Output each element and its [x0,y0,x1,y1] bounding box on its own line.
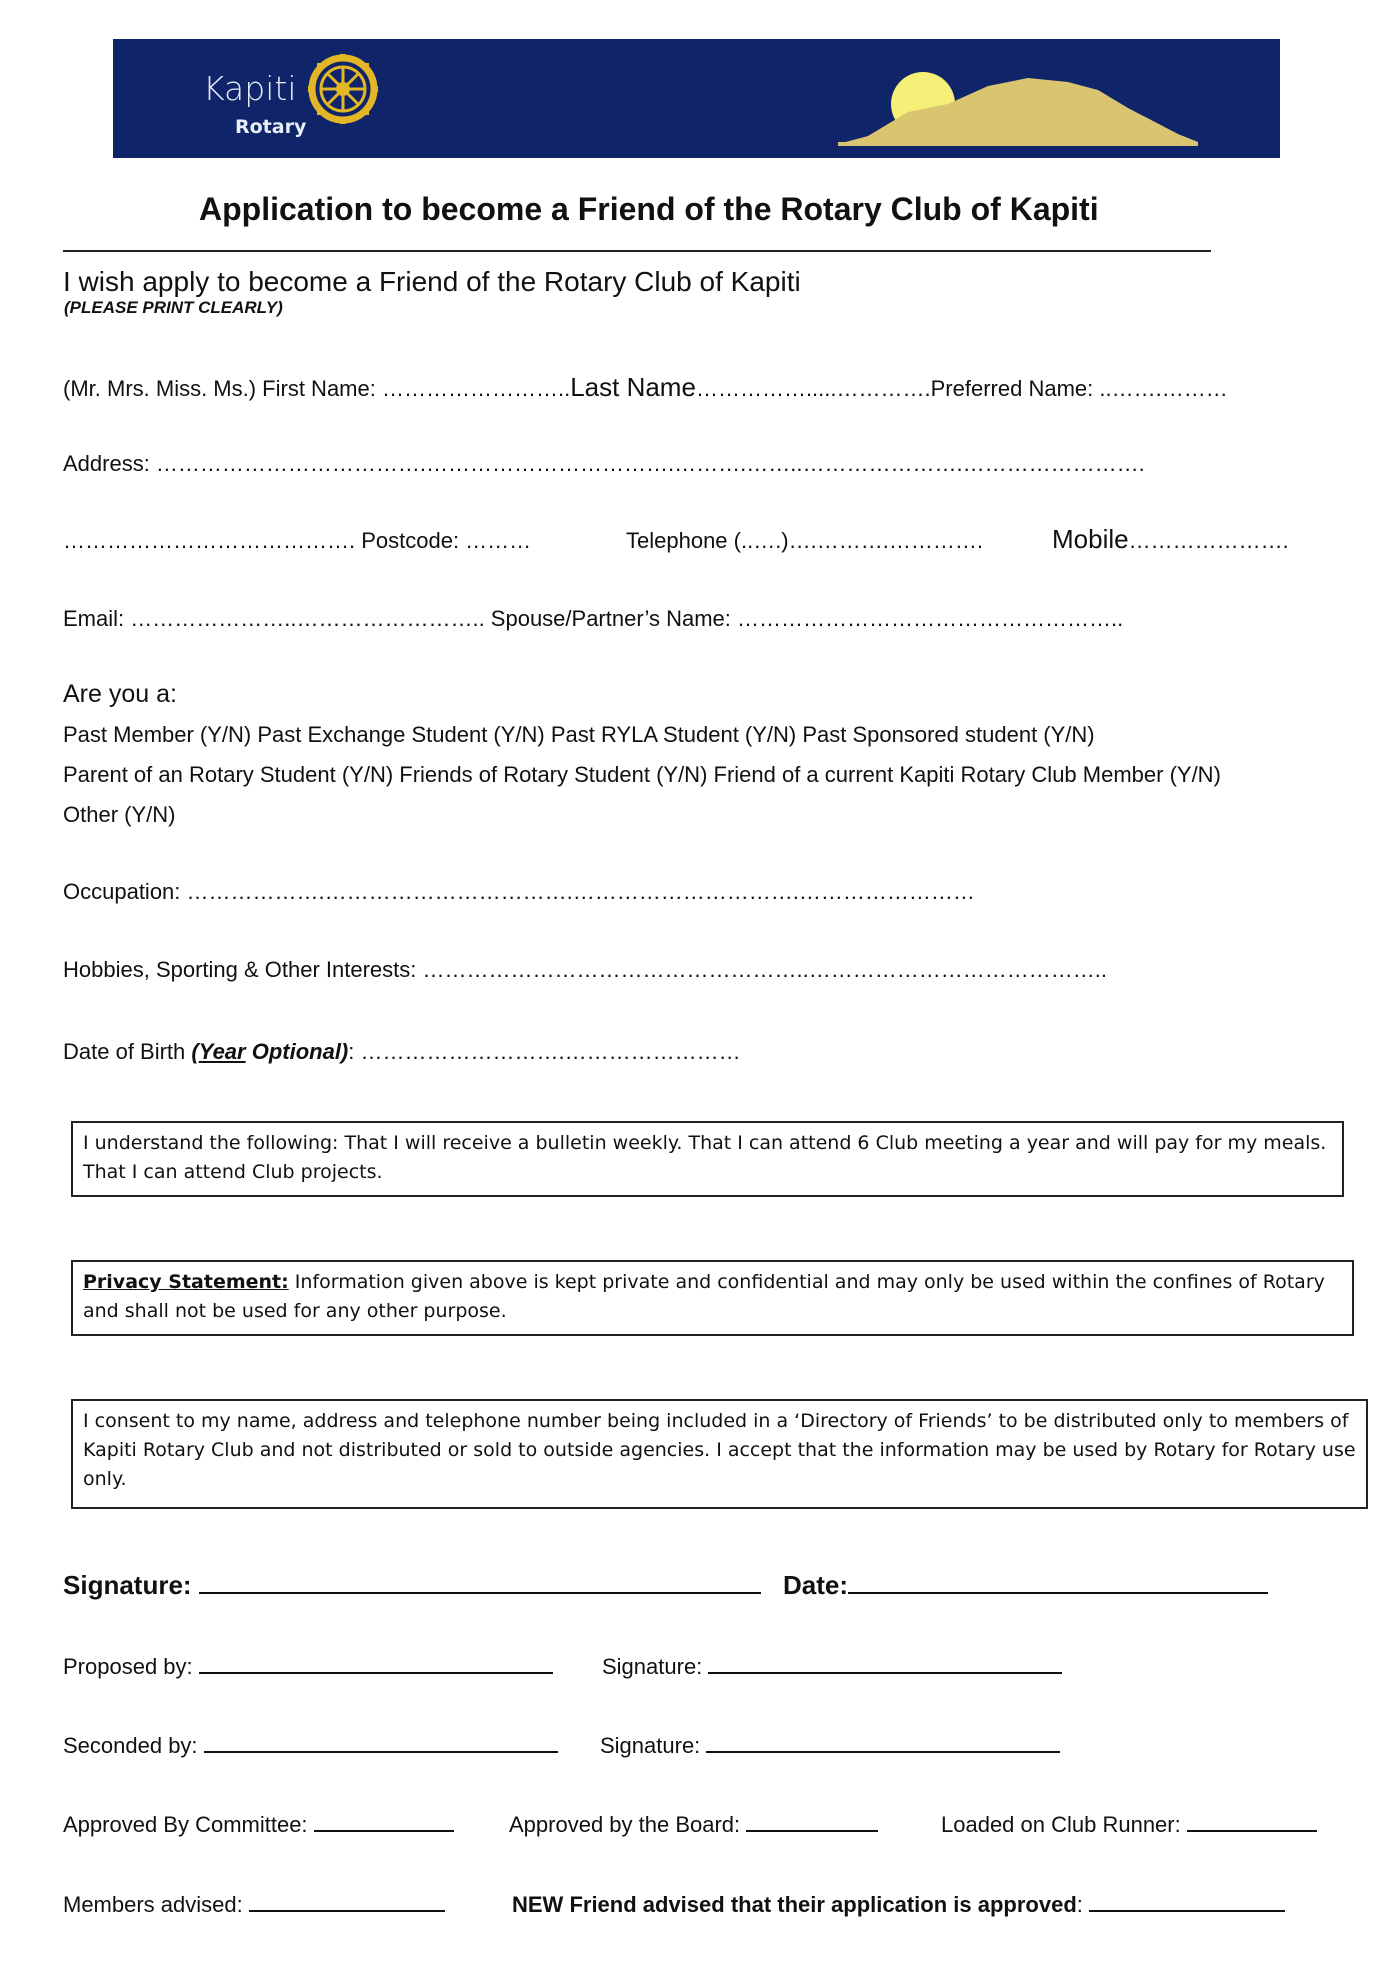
new-friend-colon: : [1076,1892,1083,1917]
email-spouse-field[interactable]: Email: …………………..…………………….. Spouse/Partner’s Name: …………………………………………….. [63,606,1124,631]
options-line-2: Parent of an Rotary Student (Y/N) Friends of Rotary Student (Y/N) Friend of a current Kapiti Rotary Club Member (Y/N) [63,762,1221,787]
new-friend-row [512,1892,1285,1918]
members-advised-line[interactable] [249,1910,445,1912]
new-friend-label: NEW Friend advised that their application is approved [512,1892,1077,1917]
preferred-name-field[interactable]: Preferred Name: ..…….……… [930,376,1228,401]
approved-committee-label: Approved By Committee: [63,1812,308,1837]
loaded-runner-label: Loaded on Club Runner: [941,1812,1181,1837]
board-row [509,1812,878,1838]
logo-subtitle: Rotary [235,116,307,138]
approved-board-label: Approved by the Board: [509,1812,741,1837]
title-divider [63,250,1211,252]
approved-committee-line[interactable] [314,1830,454,1832]
mobile-field[interactable]: …………………. [1128,528,1289,553]
dob-year-label: Year [198,1039,246,1064]
committee-row [63,1812,454,1838]
mobile-label: Mobile [1052,524,1129,554]
intro-text: I wish apply to become a Friend of the Rotary Club of Kapiti [63,266,801,297]
occupation-field[interactable]: Occupation: ……………….…………………………….………………………….…………………… [63,879,975,904]
logo-wordmark: Kapiti [203,69,297,108]
rotary-wheel-icon [308,54,378,124]
proposer-signature-label: Signature: [602,1654,703,1679]
dob-optional-label: Optional) [245,1039,349,1064]
options-line-3: Other (Y/N) [63,802,176,827]
header-banner [113,39,1280,158]
print-clearly-note: (PLEASE PRINT CLEARLY) [64,298,283,317]
page-title: Application to become a Friend of the Rotary Club of Kapiti [199,191,1099,227]
proposed-by-line[interactable] [199,1672,553,1674]
dob-row [63,1039,741,1065]
date-line[interactable] [848,1592,1268,1594]
are-you-heading: Are you a: [63,680,177,708]
mobile-row [1052,524,1289,555]
seconded-by-line[interactable] [204,1751,558,1753]
club-runner-row [941,1812,1317,1838]
privacy-label: Privacy Statement: [83,1271,289,1293]
sun-over-hills-graphic [838,64,1198,146]
telephone-field[interactable]: Telephone (..….)….……….…………. [626,528,983,553]
proposed-row [63,1654,553,1680]
address-line2-field[interactable]: …………………………………. Postcode: ……… [63,528,532,553]
date-label: Date: [783,1570,849,1600]
dob-paren-open: ( [191,1039,199,1064]
privacy-text: Information given above is kept private and confidential and may only be used within the confines of Rotary and shall not be used for any other purpose. [83,1271,1325,1322]
signature-line[interactable] [199,1592,761,1594]
dob-label: Date of Birth [63,1039,192,1064]
signature-label: Signature: [63,1570,192,1600]
proposer-signature-line[interactable] [708,1672,1062,1674]
options-line-1: Past Member (Y/N) Past Exchange Student (Y/N) Past RYLA Student (Y/N) Past Sponsored student (Y/N) [63,722,1095,747]
date-row [783,1570,1268,1601]
seconder-signature-line[interactable] [706,1751,1060,1753]
consent-statement: I consent to my name, address and telephone number being included in a ‘Directory of Friends’ to be distributed only to members of Kapiti Rotary Club and not distributed or sold to outside agencies. I accept that the information may be used by Rotary for Rotary use only. [71,1399,1368,1509]
address-field[interactable]: Address: ……………………………….…………………………….……….……..………………….……………………. [63,451,1145,476]
signature-row [63,1570,761,1601]
seconder-signature-label: Signature: [600,1733,701,1758]
last-name-field[interactable]: …………….....…………. [695,376,931,401]
proposed-by-label: Proposed by: [63,1654,193,1679]
privacy-statement [71,1260,1354,1336]
seconded-row [63,1733,558,1759]
name-row [63,372,1228,403]
understand-statement: I understand the following: That I will receive a bulletin weekly. That I can attend 6 Club meeting a year and will pay for my meals. That I can attend Club projects. [71,1121,1344,1197]
members-advised-label: Members advised: [63,1892,243,1917]
first-name-field[interactable]: (Mr. Mrs. Miss. Ms.) First Name: …………………….. [63,376,571,401]
proposer-signature-row [602,1654,1062,1680]
approved-board-line[interactable] [746,1830,878,1832]
loaded-runner-line[interactable] [1187,1830,1317,1832]
last-name-label: Last Name [570,372,696,402]
hobbies-field[interactable]: Hobbies, Sporting & Other Interests: ……………………………………………..………………………………….. [63,957,1107,982]
new-friend-line[interactable] [1089,1910,1285,1912]
seconder-signature-row [600,1733,1060,1759]
dob-field[interactable]: : ……………………….…………………… [348,1039,741,1064]
seconded-by-label: Seconded by: [63,1733,198,1758]
members-advised-row [63,1892,445,1918]
